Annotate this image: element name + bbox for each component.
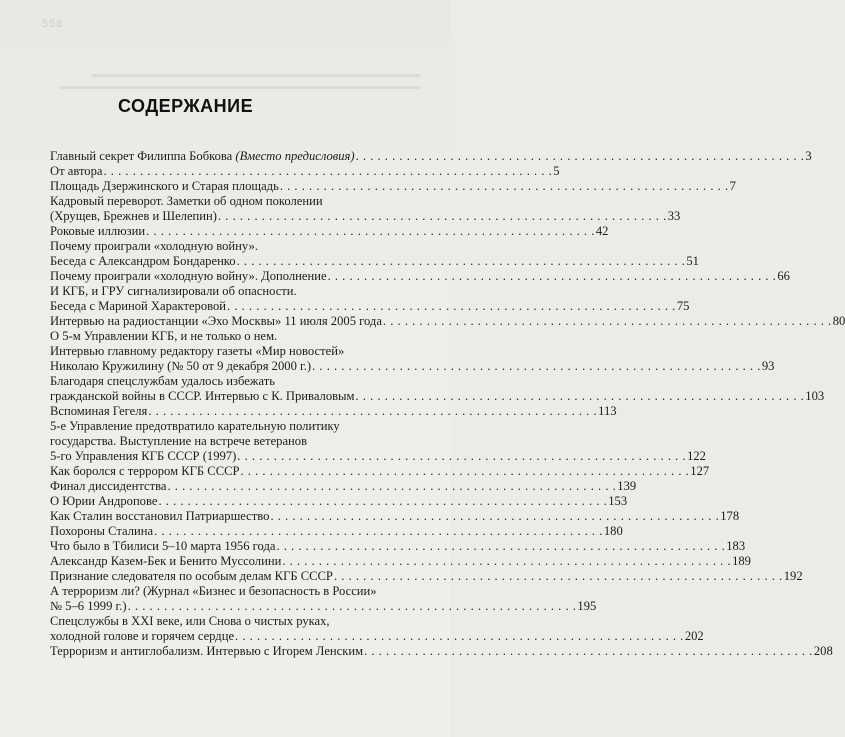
toc-entry	[50, 329, 775, 374]
bleed-through-line	[92, 74, 420, 77]
toc-page-number: 122	[687, 449, 706, 463]
toc-entry-title: (Хрущев, Брежнев и Шелепин)	[50, 209, 217, 223]
toc-entry	[50, 494, 628, 509]
toc-page-number: 33	[667, 209, 681, 223]
toc-entry	[50, 404, 617, 419]
toc-entry-final-line	[50, 299, 690, 314]
toc-page-number: 195	[577, 599, 597, 613]
toc-entry-line: Интервью главному редактору газеты «Мир новостей»	[50, 344, 345, 358]
toc-entry-line: 5-е Управление предотвратило карательную политику	[50, 419, 340, 433]
toc-entry-final-line	[50, 179, 736, 194]
toc-entry	[50, 149, 812, 164]
toc-entry-final-line	[50, 209, 681, 224]
toc-entry	[50, 374, 825, 404]
dot-leader	[383, 314, 832, 329]
toc-entry-title: Похороны Сталина	[50, 524, 154, 538]
toc-entry-title: Площадь Дзержинского и Старая площадь	[50, 179, 279, 193]
toc-entry-line: Благодаря спецслужбам удалось избежать	[50, 374, 276, 388]
dot-leader	[148, 404, 597, 419]
contents-heading: СОДЕРЖАНИЕ	[118, 96, 254, 116]
dot-leader	[356, 149, 805, 164]
toc-entry	[50, 314, 845, 329]
toc-entry-line: О 5-м Управлении КГБ, и не только о нем.	[50, 329, 278, 343]
toc-page-number: 42	[595, 224, 609, 238]
toc-page-number: 7	[729, 179, 736, 193]
toc-page-number: 80	[832, 314, 845, 328]
dot-leader	[237, 254, 686, 269]
toc-page-number: 192	[783, 569, 803, 583]
toc-entry-title: Главный секрет Филиппа Бобкова	[50, 149, 236, 163]
toc-entry-final-line	[50, 509, 740, 524]
toc-entry-final-line	[50, 494, 628, 509]
toc-entry-title: От автора	[50, 164, 103, 178]
toc-entry-final-line	[50, 254, 699, 269]
toc-entry-title: Что было в Тбилиси 5–10 марта 1956 года	[50, 539, 276, 553]
dot-leader	[146, 224, 595, 239]
dot-leader	[237, 449, 686, 464]
toc-entry	[50, 179, 736, 194]
toc-entry	[50, 464, 710, 479]
toc-page-number: 3	[805, 149, 812, 163]
toc-page-number: 180	[603, 524, 623, 538]
toc-entry-title: Роковые иллюзии	[50, 224, 146, 238]
toc-entry	[50, 569, 803, 584]
toc-entry	[50, 194, 681, 224]
toc-entry-title: 5-го Управления КГБ СССР (1997)	[50, 449, 237, 463]
toc-page-number: 103	[805, 389, 825, 403]
dot-leader	[154, 524, 603, 539]
toc-entry-title: № 5–6 1999 г.)	[50, 599, 127, 613]
toc-entry	[50, 584, 597, 614]
toc-entry-title: Почему проиграли «холодную войну». Дополнение	[50, 269, 327, 283]
toc-entry	[50, 419, 706, 464]
toc-page-number: 183	[726, 539, 746, 553]
toc-entry-subtitle: (Вместо предисловия)	[235, 149, 355, 163]
toc-entry-line: И КГБ, и ГРУ сигнализировали об опасности.	[50, 284, 297, 298]
dot-leader	[282, 554, 731, 569]
toc-page-number: 139	[617, 479, 637, 493]
dot-leader	[280, 179, 729, 194]
toc-page-number: 5	[553, 164, 560, 178]
toc-entry-title: Признание следователя по особым делам КГБ СССР	[50, 569, 333, 583]
toc-entry-final-line	[50, 554, 751, 569]
toc-entry-title: Вспоминая Гегеля	[50, 404, 148, 418]
toc-page-number: 127	[690, 464, 710, 478]
dot-leader	[270, 509, 719, 524]
toc-entry-title: холодной голове и горячем сердце	[50, 629, 235, 643]
page-number: 558	[42, 18, 64, 30]
toc-page-number: 51	[686, 254, 699, 268]
dot-leader	[364, 644, 813, 659]
toc-entry	[50, 644, 833, 659]
toc-entry-line: государства. Выступление на встрече ветеранов	[50, 434, 308, 448]
toc-entry-title: гражданской войны в СССР. Интервью с К. Приваловым	[50, 389, 355, 403]
toc-entry-title: Терроризм и антиглобализм. Интервью с Игорем Ленским	[50, 644, 364, 658]
dot-leader	[168, 479, 617, 494]
dot-leader	[104, 164, 553, 179]
dot-leader	[227, 299, 676, 314]
toc-entry-final-line	[50, 464, 710, 479]
toc-entry-final-line	[50, 524, 623, 539]
toc-entry-title: Беседа с Мариной Характеровой	[50, 299, 227, 313]
toc-page-number: 153	[608, 494, 628, 508]
toc-entry-final-line	[50, 644, 833, 659]
toc-entry-title: О Юрии Андропове	[50, 494, 158, 508]
bleed-through-line	[60, 86, 420, 89]
table-of-contents	[50, 149, 845, 659]
toc-entry-final-line	[50, 164, 560, 179]
dot-leader	[218, 209, 667, 224]
toc-entry	[50, 539, 746, 554]
toc-entry	[50, 164, 560, 179]
toc-entry-title: Беседа с Александром Бондаренко	[50, 254, 236, 268]
toc-entry	[50, 524, 623, 539]
toc-entry-title: Интервью на радиостанции «Эхо Москвы» 11 июля 2005 года	[50, 314, 382, 328]
toc-entry-line: Спецслужбы в XXI веке, или Снова о чистых руках,	[50, 614, 330, 628]
toc-entry-final-line	[50, 269, 790, 284]
toc-entry-line: А терроризм ли? (Журнал «Бизнес и безопасность в России»	[50, 584, 377, 598]
toc-entry-title: Николаю Кружилину (№ 50 от 9 декабря 2000 г.)	[50, 359, 312, 373]
dot-leader	[334, 569, 783, 584]
toc-entry-title: Александр Казем-Бек и Бенито Муссолини	[50, 554, 282, 568]
dot-leader	[312, 359, 761, 374]
toc-entry-final-line	[50, 224, 609, 239]
toc-entry-final-line	[50, 404, 617, 419]
toc-page-number: 178	[720, 509, 740, 523]
toc-entry	[50, 239, 699, 269]
dot-leader	[356, 389, 805, 404]
dot-leader	[276, 539, 725, 554]
toc-entry-title: Финал диссидентства	[50, 479, 167, 493]
toc-page-number: 202	[684, 629, 704, 643]
toc-page-number: 66	[777, 269, 790, 283]
toc-page-number: 113	[598, 404, 617, 418]
toc-entry-final-line	[50, 599, 597, 614]
toc-entry-title: Как Сталин восстановил Патриаршество	[50, 509, 270, 523]
toc-entry-final-line	[50, 359, 775, 374]
toc-entry-final-line	[50, 314, 845, 329]
toc-entry-final-line	[50, 629, 704, 644]
toc-entry-final-line	[50, 569, 803, 584]
toc-entry-final-line	[50, 389, 825, 404]
toc-entry	[50, 479, 637, 494]
toc-page-number: 208	[813, 644, 833, 658]
dot-leader	[328, 269, 777, 284]
toc-entry-final-line	[50, 479, 637, 494]
toc-entry-final-line	[50, 449, 706, 464]
toc-page-number: 75	[676, 299, 690, 313]
toc-entry	[50, 554, 751, 569]
toc-page-number: 93	[761, 359, 775, 373]
toc-entry	[50, 614, 704, 644]
toc-entry-title: Как боролся с террором КГБ СССР	[50, 464, 240, 478]
dot-leader	[235, 629, 684, 644]
toc-entry	[50, 269, 790, 284]
toc-entry-line: Кадровый переворот. Заметки об одном поколении	[50, 194, 323, 208]
toc-entry-line: Почему проиграли «холодную войну».	[50, 239, 258, 253]
toc-entry-final-line	[50, 539, 746, 554]
toc-entry	[50, 509, 740, 524]
dot-leader	[241, 464, 690, 479]
toc-page-number: 189	[732, 554, 751, 568]
toc-entry	[50, 224, 609, 239]
dot-leader	[128, 599, 577, 614]
toc-entry-final-line	[50, 149, 812, 164]
toc-entry	[50, 284, 690, 314]
dot-leader	[158, 494, 607, 509]
